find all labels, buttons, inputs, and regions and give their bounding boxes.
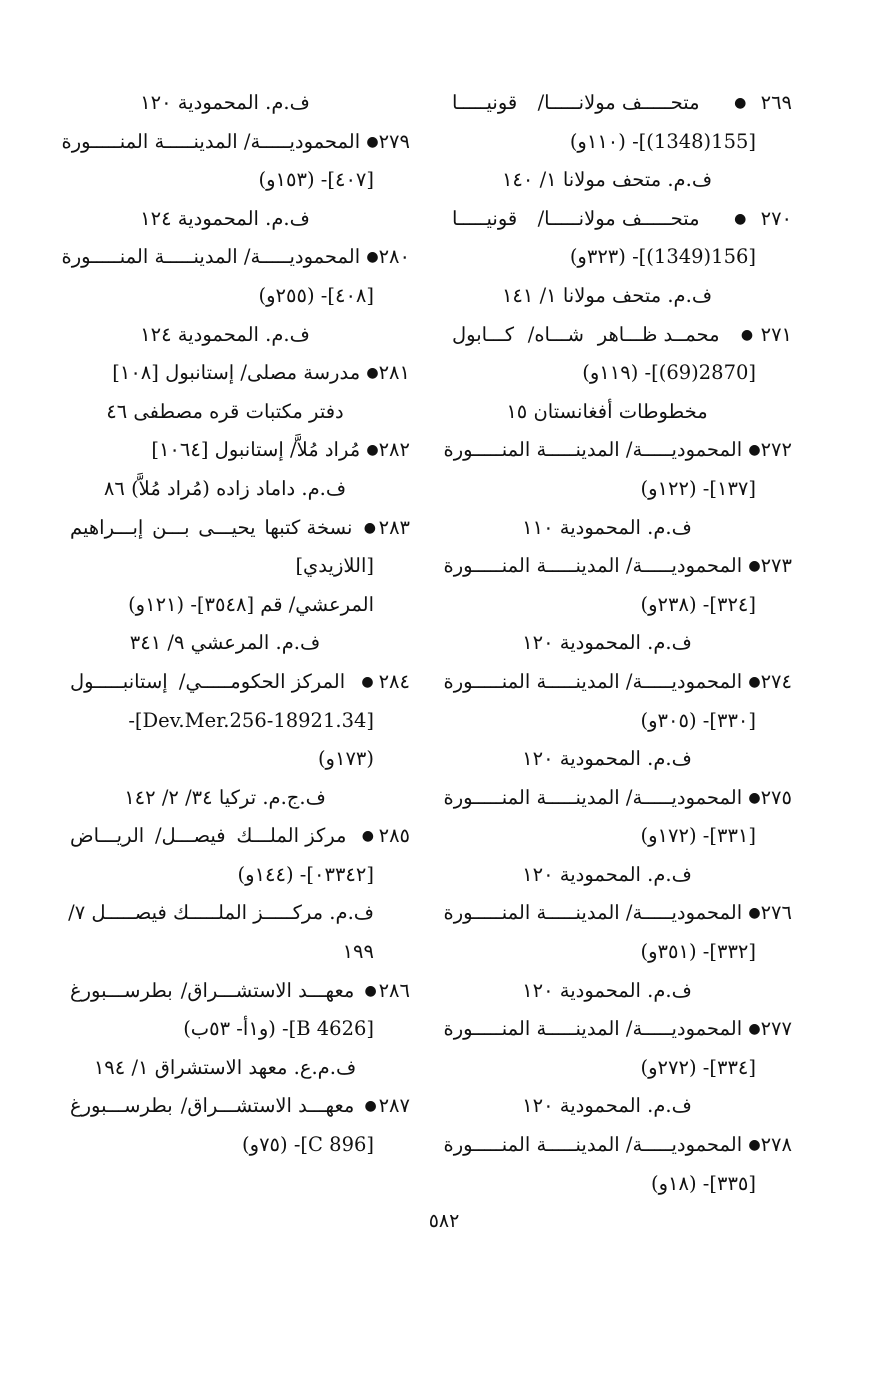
entry-number: ٢٧٣ [760, 554, 792, 578]
entry-continuation-line: [155(1348)]- (١١٠و) [569, 129, 756, 153]
reference-line: ف.م. المحمودية ١٢٠ [522, 747, 692, 771]
entry-number: ٢٧٤ [760, 669, 792, 693]
entry-text: معهـــد الاستشـــراق/ بطرســـبورغ [70, 978, 355, 1002]
reference-line: ف.م. المحمودية ١٢٠ [522, 862, 692, 886]
entry-text: المحموديـــــة/ المدينـــــة المنـــــورة [443, 901, 743, 925]
entry-number: ٢٧٨ [760, 1133, 792, 1157]
bullet-icon: ● [366, 365, 379, 382]
catalog-entry-line [443, 1126, 792, 1165]
entry-number: ٢٨٦ [378, 978, 410, 1002]
entry-number: ٢٨٣ [378, 515, 411, 539]
entry-text: مركز الملـــك فيصـــل/ الريـــاض [70, 824, 347, 848]
catalog-entry-line [443, 1010, 792, 1049]
bullet-icon: ● [748, 1021, 761, 1038]
entry-text: المحموديـــــة/ المدينـــــة المنـــــورة [443, 669, 743, 693]
entry-number: ٢٧١ [760, 322, 793, 346]
entry-continuation-line: [٣٣٤]- (٢٧٢و) [640, 1055, 756, 1079]
page-number: ٥٨٢ [428, 1210, 460, 1232]
entry-continuation-line: (١٧٣و) [317, 747, 374, 771]
entry-text: المحموديـــــة/ المدينـــــة المنـــــورة [443, 785, 743, 809]
entry-continuation-line: [2870(69)]- (١١٩و) [582, 361, 756, 385]
entry-continuation-line: [B 4626]- (و١أ- ٥٣ب) [183, 1017, 374, 1041]
entry-continuation-line: ف.م. مركـــــز الملـــــك فيصـــــل ٧/ [68, 901, 374, 925]
entry-continuation-line: ١٩٩ [342, 940, 374, 964]
reference-line: ف.م. داماد زاده (مُراد مُلاَّ) ٨٦ [103, 476, 347, 500]
catalog-entry-line [61, 123, 410, 162]
catalog-entry-line [443, 894, 792, 933]
catalog-entry-line [70, 972, 410, 1011]
catalog-entry-line [443, 431, 792, 470]
bullet-icon: ● [748, 905, 761, 922]
entry-continuation-line: [١٣٧]- (١٢٢و) [640, 476, 756, 500]
entry-text: مدرسة مصلى/ إستانبول [١٠٨] [112, 361, 361, 385]
catalog-entry-line [443, 663, 792, 702]
bullet-icon: ● [748, 789, 761, 806]
catalog-entry-line [70, 354, 410, 393]
bullet-icon: ● [748, 442, 761, 459]
entry-number: ٢٨١ [378, 361, 410, 385]
entry-continuation-line: [٣٣٥]- (١٨و) [650, 1171, 756, 1195]
entry-text: المحموديـــــة/ المدينـــــة المنـــــورة [61, 245, 361, 269]
catalog-entry-line [443, 779, 792, 818]
reference-line: ف.م. المحمودية ١٢٠ [140, 91, 310, 114]
reference-line: مخطوطات أفغانستان ١٥ [506, 399, 708, 423]
entry-number: ٢٨٢ [378, 438, 410, 462]
entry-text: مُراد مُلاَّ/ إستانبول [١٠٦٤] [151, 438, 361, 462]
reference-line: ف.م. متحف مولانا ١/ ١٤٠ [501, 168, 713, 192]
catalog-entry-line [70, 509, 410, 548]
entry-number: ٢٧٥ [760, 785, 792, 809]
reference-line: ف.م. المحمودية ١٢٠ [522, 631, 692, 655]
catalog-entry-line [70, 817, 410, 856]
reference-line: ف.م. المحمودية ١١٠ [522, 515, 692, 539]
entry-text: المحموديـــــة/ المدينـــــة المنـــــورة [443, 1017, 743, 1041]
entry-continuation-line: [اللازيدي] [295, 554, 374, 578]
entry-text: محمــد ظـــاهر شـــاه/ كـــابول [452, 322, 720, 346]
catalog-entry-line [452, 200, 792, 239]
entry-text: نسخة كتبها يحيـــى بـــن إبـــراهيم [70, 515, 353, 539]
entry-number: ٢٨٠ [378, 245, 410, 269]
reference-line: ف.ج.م. تركيا ٣٤/ ٢/ ١٤٢ [124, 785, 326, 809]
entry-number: ٢٨٤ [378, 669, 410, 693]
reference-line: ف.م. متحف مولانا ١/ ١٤١ [501, 283, 713, 307]
entry-number: ٢٨٥ [378, 824, 411, 848]
reference-line: ف.م. المحمودية ١٢٠ [522, 1094, 692, 1118]
bullet-icon: ● [366, 442, 379, 459]
left-column [61, 84, 411, 1165]
bullet-icon: ● [366, 249, 379, 266]
entry-number: ٢٧٢ [760, 438, 792, 462]
entry-continuation-line: [٤٠٧]- (١٥٣و) [258, 168, 374, 192]
catalog-entry-line [443, 547, 792, 586]
entry-continuation-line: [٣٢٤]- (٢٣٨و) [640, 592, 756, 616]
entry-text: المحموديـــــة/ المدينـــــة المنـــــورة [443, 1133, 743, 1157]
right-column [443, 84, 793, 1203]
reference-line: ف.م. المحمودية ١٢٤ [140, 322, 310, 346]
entry-continuation-line: [34.Dev.Mer.256-18921]- [128, 708, 374, 732]
entry-continuation-line: [C 896]- (٧٥و) [242, 1133, 374, 1157]
entry-text: متحـــــف مولانـــــا/ قونيـــــا [452, 91, 700, 114]
bullet-icon: ● [720, 210, 761, 227]
entry-text: المحموديـــــة/ المدينـــــة المنـــــورة [443, 438, 743, 462]
entry-continuation-line: [٣٣٠]- (٣٠٥و) [640, 708, 756, 732]
entry-number: ٢٧٦ [760, 901, 792, 925]
catalog-entry-line [70, 1087, 410, 1126]
bullet-icon: ● [748, 558, 761, 575]
bullet-icon: ● [361, 519, 379, 536]
bullet-icon: ● [362, 982, 379, 999]
bullet-icon: ● [366, 133, 379, 150]
bullet-icon: ● [720, 95, 761, 111]
entry-continuation-line: [٤٠٨]- (٢٥٥و) [258, 283, 374, 307]
entry-text: المركز الحكومـــــي/ إستانبـــــول [70, 669, 346, 693]
entry-continuation-line: [٣٣١]- (١٧٢و) [640, 824, 756, 848]
catalog-entry-line [70, 663, 410, 702]
catalog-entry-line [452, 84, 792, 123]
entry-continuation-line: المرعشي/ قم [٣٥٤٨]- (١٢١و) [128, 592, 374, 616]
entry-number: ٢٧٧ [760, 1017, 792, 1041]
entry-text: المحموديـــــة/ المدينـــــة المنـــــورة [443, 554, 743, 578]
entry-number: ٢٧٠ [760, 206, 793, 230]
reference-line: ف.م.ع. معهد الاستشراق ١/ ١٩٤ [93, 1055, 357, 1079]
entry-number: ٢٦٩ [760, 91, 793, 114]
bullet-icon: ● [362, 1098, 379, 1115]
catalog-entry-line [452, 316, 792, 355]
bullet-icon: ● [748, 1137, 761, 1154]
reference-line: ف.م. المحمودية ١٢٠ [522, 978, 692, 1002]
bullet-icon: ● [748, 673, 761, 690]
entry-continuation-line: [٠٣٣٤٢]- (١٤٤و) [237, 862, 374, 886]
catalog-entry-line [70, 431, 410, 470]
reference-line: ف.م. المحمودية ١٢٤ [140, 206, 310, 230]
entry-text: المحموديـــــة/ المدينـــــة المنـــــورة [61, 129, 361, 153]
catalog-entry-line [61, 238, 410, 277]
reference-line: ف.م. المرعشي ٩/ ٣٤١ [129, 631, 321, 655]
entry-continuation-line: [٣٣٢]- (٣٥١و) [640, 940, 756, 964]
bullet-icon: ● [733, 326, 761, 343]
entry-number: ٢٧٩ [378, 129, 410, 153]
reference-line: دفتر مكتبات قره مصطفى ٤٦ [106, 399, 344, 423]
entry-continuation-line: [156(1349)]- (٣٢٣و) [569, 245, 756, 269]
bullet-icon: ● [356, 673, 379, 690]
entry-text: معهـــد الاستشـــراق/ بطرســـبورغ [70, 1094, 355, 1118]
bullet-icon: ● [357, 828, 379, 845]
entry-text: متحـــــف مولانـــــا/ قونيـــــا [452, 206, 700, 230]
entry-number: ٢٨٧ [378, 1094, 410, 1118]
